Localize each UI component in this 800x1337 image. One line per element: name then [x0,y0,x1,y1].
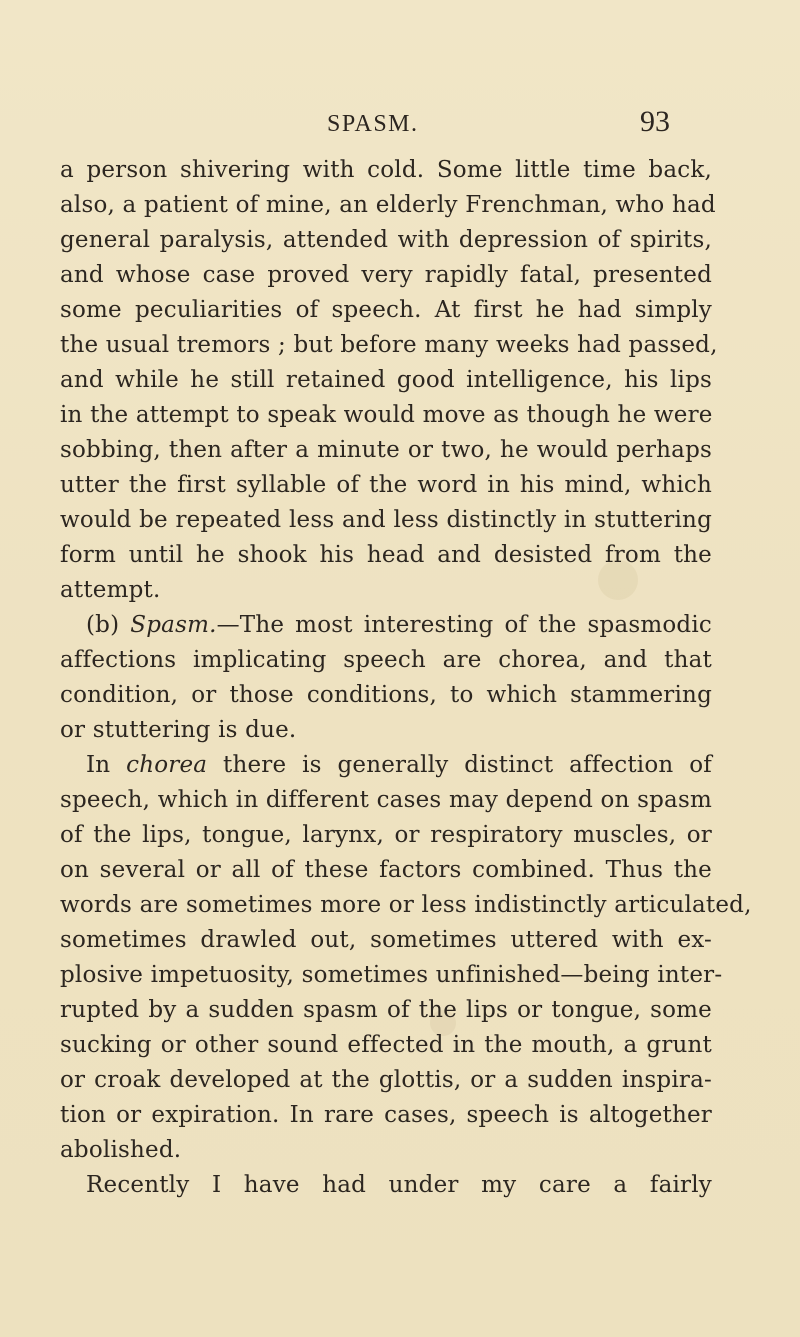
text-line: sucking or other sound effected in the mouth, a grunt [60,1032,712,1058]
text-line: attempt. [60,577,161,603]
text-line: some peculiarities of speech. At first he had simply [60,297,712,323]
text-line: and while he still retained good intelligence, his lips [60,367,712,393]
text-line: there is generally distinct affection of [207,752,712,778]
text-line: sometimes drawled out, sometimes uttered with ex- [60,927,712,953]
text-line: or croak developed at the glottis, or a sudden inspira- [60,1067,712,1093]
page-number: 93 [640,105,670,138]
running-head [0,105,800,141]
text-line: and whose case proved very rapidly fatal, presented [60,262,712,288]
spasm-paragraph-first-line [60,608,712,643]
section-heading: Spasm. [130,612,217,638]
text-line: Recently I have had under my care a fairly [86,1172,712,1198]
text-line: utter the first syllable of the word in his mind, which [60,472,712,498]
body-text [60,153,752,1203]
text-line: the usual tremors ; but before many weeks had passed, [60,332,718,358]
text-line: form until he shook his head and desisted from the [60,542,712,568]
text-line: would be repeated less and less distinctly in stuttering [60,507,712,533]
text-line: rupted by a sudden spasm of the lips or tongue, some [60,997,712,1023]
text-line: of the lips, tongue, larynx, or respiratory muscles, or [60,822,712,848]
chapter-title: SPASM. [327,111,419,137]
text-line: in the attempt to speak would move as though he were [60,402,713,428]
text-line: words are sometimes more or less indistinctly articulated, [60,892,752,918]
section-marker: (b) [86,612,131,638]
text-line: abolished. [60,1137,182,1163]
text-line: affections implicating speech are chorea, and that [60,647,712,673]
text-line: a person shivering with cold. Some little time back, [60,157,712,183]
text-line: also, a patient of mine, an elderly Frenchman, who had [60,192,716,218]
text-line: tion or expiration. In rare cases, speech is altogether [60,1102,712,1128]
text-line: plosive impetuosity, sometimes unfinished—being inter- [60,962,723,988]
text-line: —The most interesting of the spasmodic [216,612,712,638]
text-line: sobbing, then after a minute or two, he would perhaps [60,437,712,463]
text-line: speech, which in different cases may depend on spasm [60,787,712,813]
text-line: on several or all of these factors combined. Thus the [60,857,712,883]
text-line: condition, or those conditions, to which stammering [60,682,712,708]
chorea-term: chorea [126,752,208,778]
chorea-intro: In [86,752,127,778]
text-line: general paralysis, attended with depression of spirits, [60,227,712,253]
text-line: or stuttering is due. [60,717,297,743]
chorea-paragraph-first-line [60,748,712,783]
